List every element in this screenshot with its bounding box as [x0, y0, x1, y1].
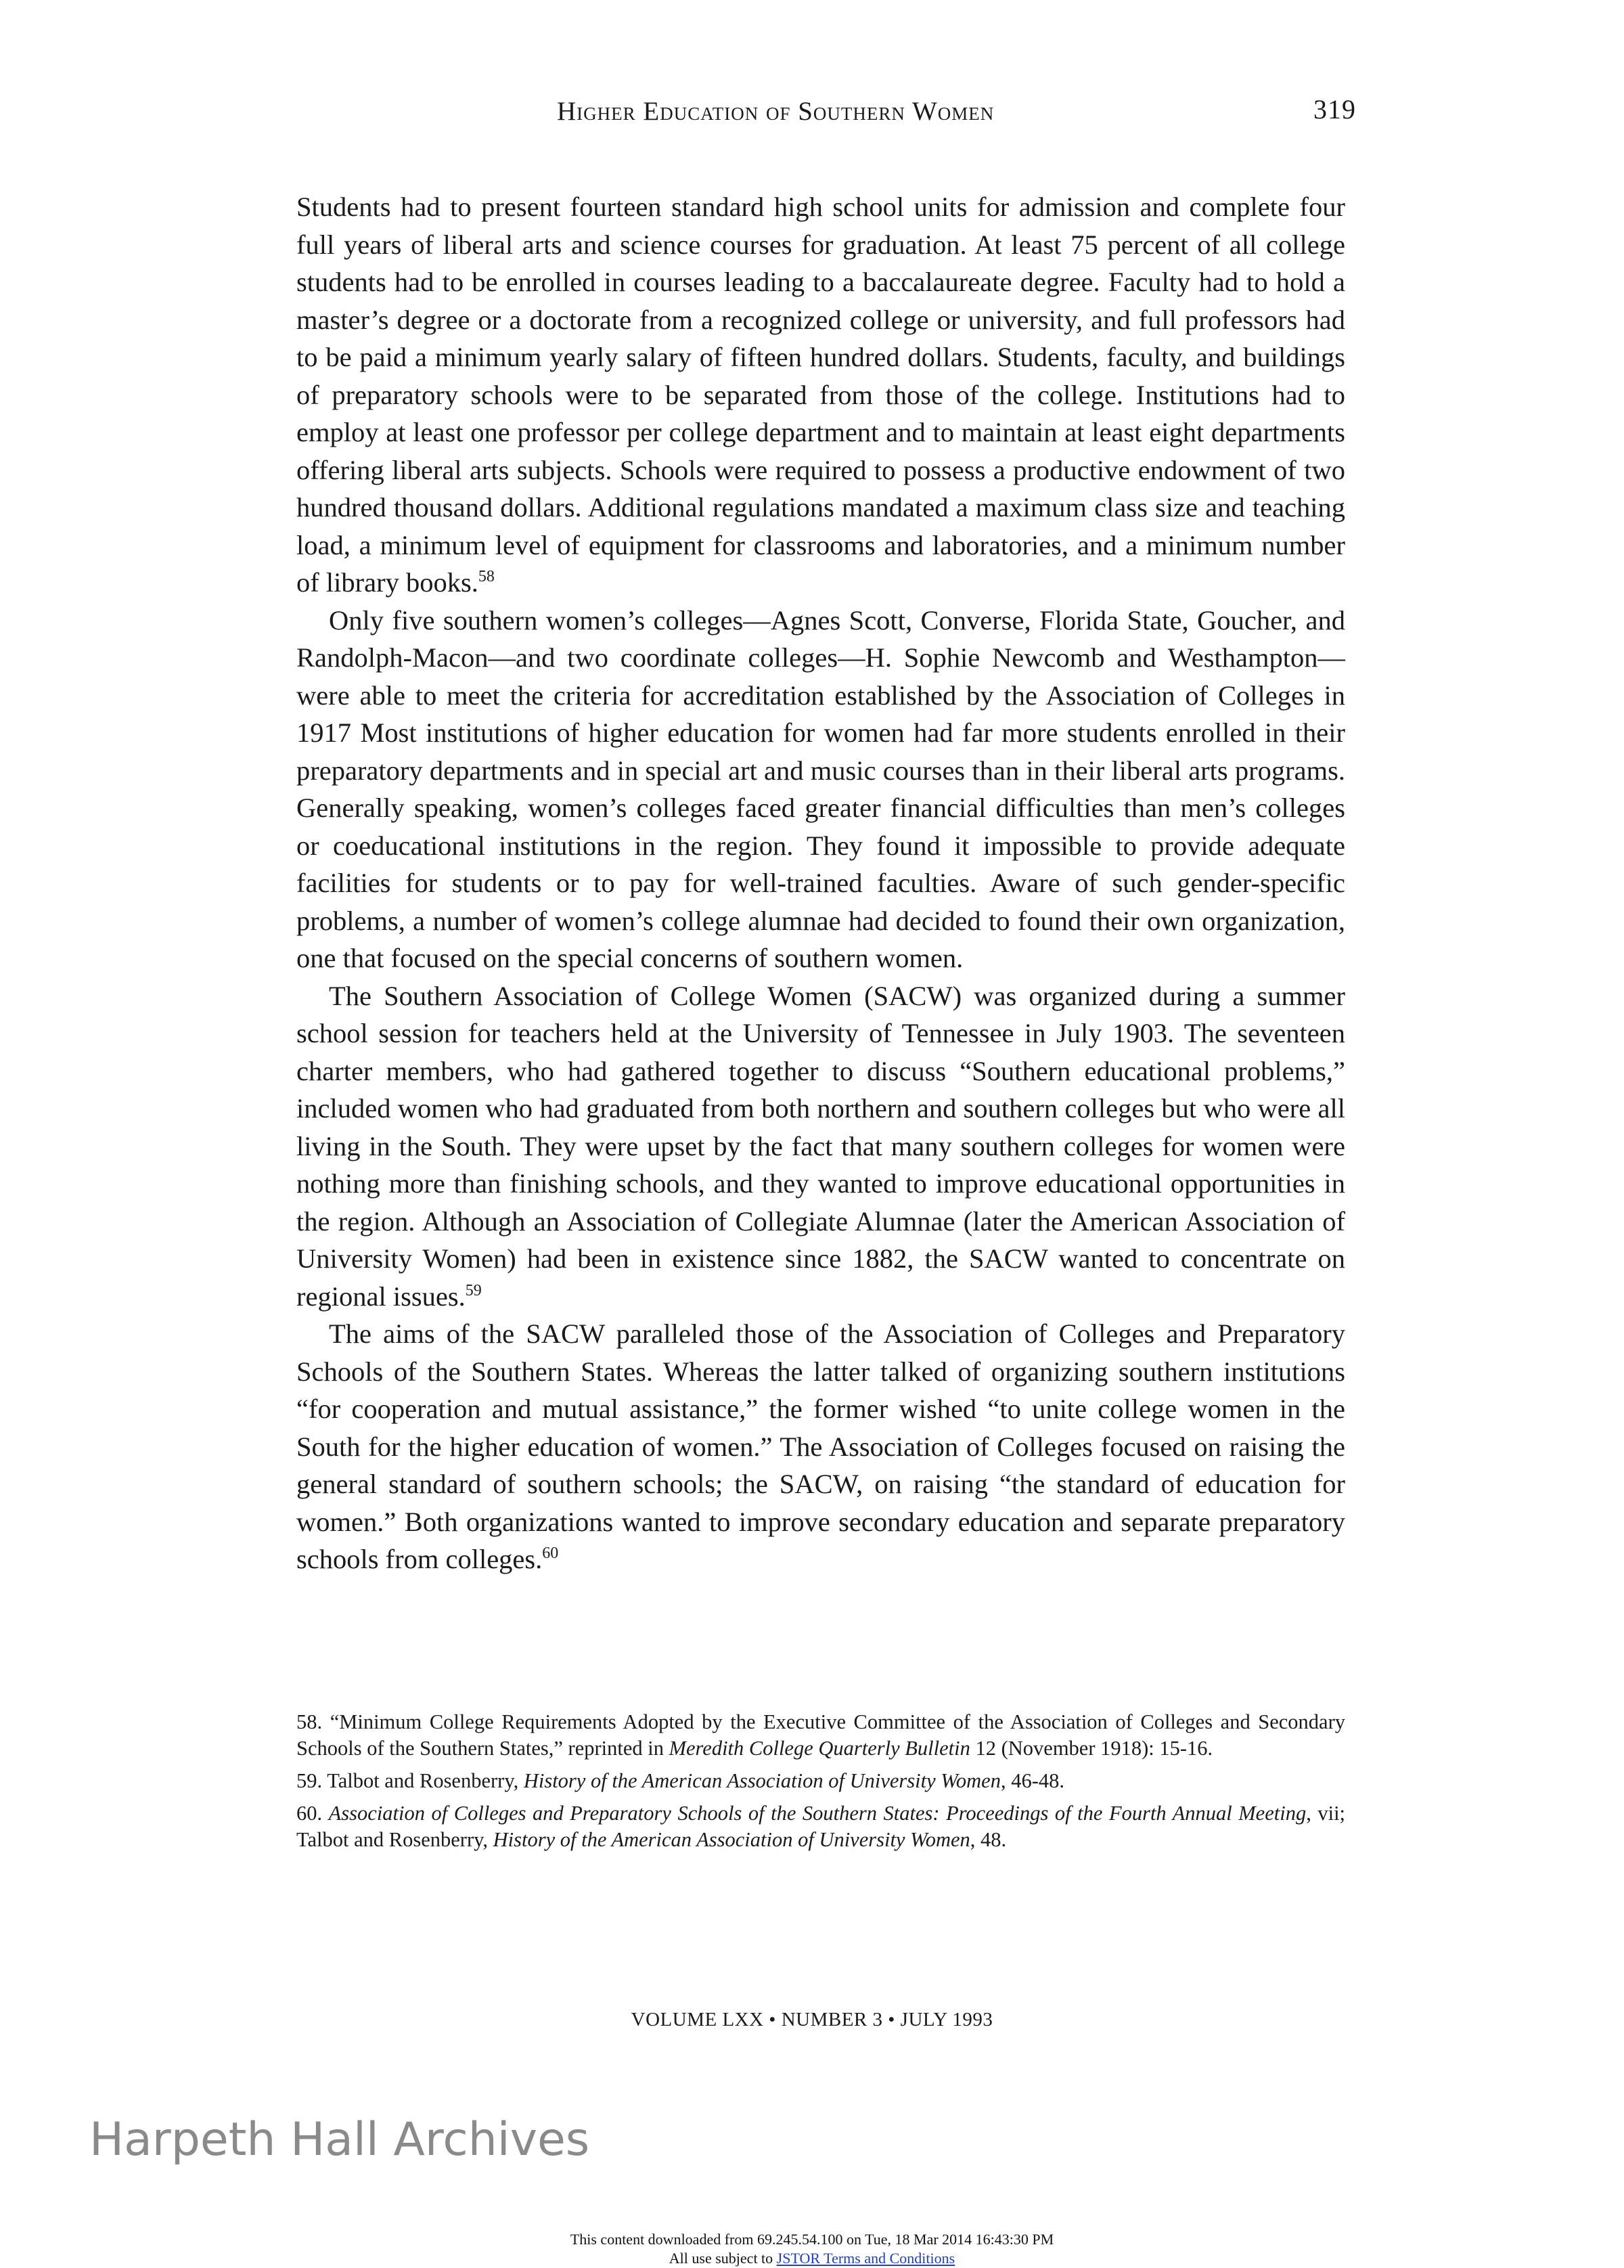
footnote-ref-59: 59: [465, 1281, 482, 1299]
paragraph-text: Students had to present fourteen standard high school units for admission and complete four full years of liberal arts and science courses for graduation. At least 75 percent of all college students had to be enrolled in courses leading to a baccalaureate degree. Faculty had to hold a master’s degree or a doctorate from a recognized college or university, and full professors had to be paid a minimum yearly salary of fifteen hundred dollars. Students, faculty, and buildings of preparatory schools were to be separated from those of the college. Institutions had to employ at least one professor per college department and to maintain at least eight departments offering liberal arts subjects. Schools were required to possess a productive endowment of two hundred thousand dollars. Additional regulations mandated a maximum class size and teaching load, a minimum level of equipment for classrooms and laboratories, and a minimum number of library books.: [296, 192, 1345, 598]
issue-line: VOLUME LXX • NUMBER 3 • JULY 1993: [631, 2009, 993, 2030]
footnote-ref-60: 60: [542, 1544, 559, 1562]
body-text: [296, 188, 1345, 1578]
page-header: [296, 89, 1356, 130]
paragraph-text: The Southern Association of College Women (SACW) was organized during a summer school session for teachers held at the University of Tennessee in July 1903. The seventeen charter members, who had gathered together to discuss “Southern educational problems,” included women who had graduated from both northern and southern colleges but who were all living in the South. They were upset by the fact that many southern colleges for women were nothing more than finishing schools, and they wanted to improve educational opportunities in the region. Although an Association of Collegiate Alumnae (later the American Association of University Women) had been in existence since 1882, the SACW wanted to concentrate on regional issues.: [296, 980, 1345, 1312]
paragraph-text: The aims of the SACW paralleled those of the Association of Colleges and Preparatory Schools of the Southern States. Whereas the latter talked of organizing southern institutions “for cooperation and mutual assistance,” the former wished “to unite college women in the South for the higher education of women.” The Association of Colleges focused on raising the general standard of southern schools; the SACW, on raising “the standard of education for women.” Both organizations wanted to improve secondary education and separate preparatory schools from colleges.: [296, 1318, 1345, 1574]
download-info: This content downloaded from 69.245.54.100 on Tue, 18 Mar 2014 16:43:30 PM: [570, 2231, 1054, 2248]
footnote-text: 12 (November 1918): 15-16.: [970, 1737, 1213, 1760]
footnote-title: History of the American Association of University Women: [493, 1828, 970, 1851]
footnote-text: 59. Talbot and Rosenberry,: [296, 1769, 524, 1792]
footnote-text: 60.: [296, 1802, 329, 1825]
footnote-ref-58: 58: [478, 568, 495, 585]
footnote-text: , vii; Talbot and Rosenberry,: [296, 1802, 1346, 1851]
paragraph-3: [296, 977, 1345, 1316]
footnote-text: , 48.: [970, 1828, 1007, 1851]
terms-prefix: All use subject to: [669, 2250, 777, 2267]
page-number: 319: [1313, 94, 1356, 125]
paragraph-1: [296, 188, 1345, 602]
footnotes: [296, 1709, 1345, 1859]
footnote-60: [296, 1800, 1345, 1853]
paragraph-4: [296, 1315, 1345, 1578]
footnote-text: , 46-48.: [1000, 1769, 1064, 1792]
running-head: Higher Education of Southern Women: [557, 97, 995, 126]
paragraph-text: Only five southern women’s colleges—Agnes Scott, Converse, Florida State, Goucher, and Randolph-Macon—and two coordinate colleges—H. Sophie Newcomb and Westhampton—were able to meet the criteria for accreditation established by the Association of Colleges in 1917 Most institutions of higher education for women had far more students enrolled in their preparatory departments and in special art and music courses than in their liberal arts programs. Generally speaking, women’s colleges faced greater financial difficulties than men’s colleges or coeducational institutions in the region. They found it impossible to provide adequate facilities for students or to pay for well-trained faculties. Aware of such gender-specific problems, a number of women’s college alumnae had decided to found their own organization, one that focused on the special concerns of southern women.: [296, 604, 1345, 973]
terms-line: [0, 2249, 1624, 2268]
archive-watermark: Harpeth Hall Archives: [89, 2113, 590, 2166]
jstor-terms-link[interactable]: JSTOR Terms and Conditions: [776, 2250, 955, 2267]
paragraph-2: [296, 602, 1345, 977]
footnote-58: [296, 1709, 1345, 1762]
footnote-title: Association of Colleges and Preparatory Schools of the Southern States: Proceedings of the Fourth Annual Meeting: [328, 1802, 1307, 1825]
footnote-59: [296, 1768, 1345, 1794]
footnote-title: History of the American Association of University Women: [523, 1769, 1001, 1792]
download-notice: [0, 2230, 1624, 2268]
footnote-text: 58. “Minimum College Requirements Adopted by the Executive Committee of the Association of Colleges and Secondary Schools of the Southern States,” reprinted in: [296, 1710, 1345, 1760]
footnote-title: Meredith College Quarterly Bulletin: [669, 1737, 970, 1760]
